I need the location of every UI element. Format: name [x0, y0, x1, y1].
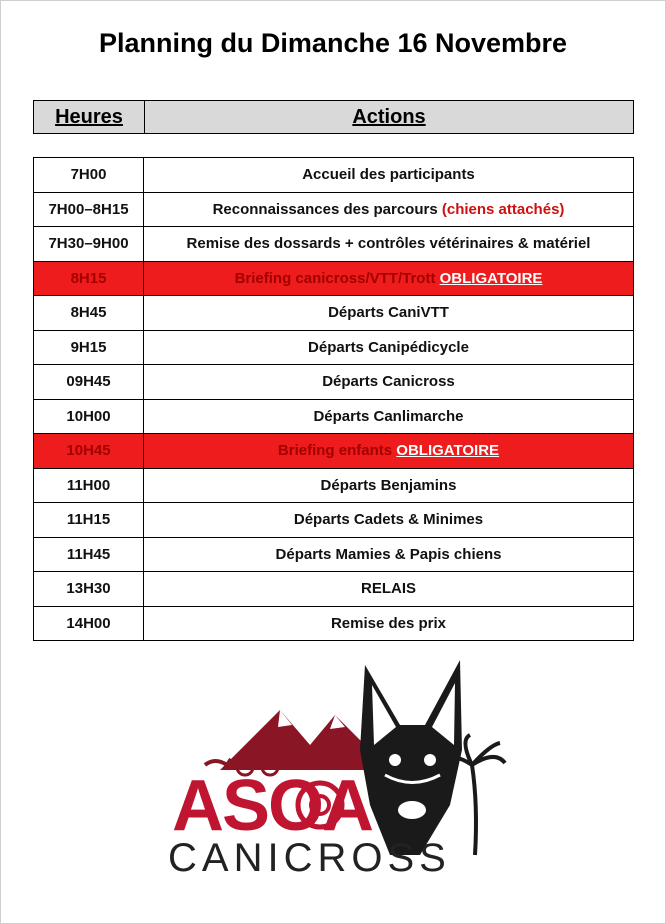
time-cell: 10H45 [34, 434, 144, 469]
action-cell [144, 537, 634, 572]
action-cell [144, 399, 634, 434]
time-cell: 7H00–8H15 [34, 192, 144, 227]
schedule-table [33, 157, 634, 641]
action-cell [144, 158, 634, 193]
table-header [33, 100, 634, 134]
action-text: Remise des prix [330, 614, 447, 632]
mandatory-tag: OBLIGATOIRE [439, 269, 543, 287]
action-cell [144, 468, 634, 503]
time-cell: 14H00 [34, 606, 144, 641]
table-row [34, 330, 634, 365]
time-cell: 8H15 [34, 261, 144, 296]
action-cell [144, 503, 634, 538]
time-cell: 10H00 [34, 399, 144, 434]
table-row [34, 261, 634, 296]
table-row [34, 434, 634, 469]
table-row [34, 192, 634, 227]
action-cell [144, 606, 634, 641]
action-text: Remise des dossards + contrôles vétérinaires & matériel [186, 235, 591, 253]
time-cell: 8H45 [34, 296, 144, 331]
action-cell [144, 296, 634, 331]
action-text: Départs CaniVTT [328, 304, 449, 322]
action-cell [144, 572, 634, 607]
action-cell [144, 192, 634, 227]
action-text: Reconnaissances des parcours [212, 200, 438, 218]
logo-subtitle: CANICROSS [168, 836, 451, 880]
time-cell: 7H00 [34, 158, 144, 193]
action-cell [144, 227, 634, 262]
action-text: Départs Mamies & Papis chiens [275, 545, 502, 563]
action-text: Briefing canicross/VTT/Trott [234, 269, 436, 287]
table-row [34, 365, 634, 400]
time-cell: 11H45 [34, 537, 144, 572]
action-cell [144, 434, 634, 469]
action-text: Accueil des participants [302, 166, 475, 184]
action-text: Départs Canlimarche [313, 407, 464, 425]
logo-name: ASOA [172, 766, 373, 846]
mandatory-tag: OBLIGATOIRE [396, 442, 500, 460]
table-row [34, 503, 634, 538]
action-note: (chiens attachés) [441, 200, 565, 218]
action-cell [144, 365, 634, 400]
time-cell: 11H15 [34, 503, 144, 538]
table-row [34, 606, 634, 641]
table-row [34, 537, 634, 572]
table-row [34, 296, 634, 331]
page-title: Planning du Dimanche 16 Novembre [98, 28, 568, 58]
time-cell: 11H00 [34, 468, 144, 503]
time-cell: 7H30–9H00 [34, 227, 144, 262]
action-text: Départs Cadets & Minimes [293, 511, 484, 529]
table-row [34, 158, 634, 193]
time-cell: 13H30 [34, 572, 144, 607]
action-text: RELAIS [360, 580, 416, 598]
action-text: Briefing enfants [277, 442, 393, 460]
table-row [34, 572, 634, 607]
header-heures: Heures [34, 101, 145, 133]
action-text: Départs Benjamins [320, 476, 457, 494]
table-row [34, 399, 634, 434]
action-cell [144, 261, 634, 296]
action-cell [144, 330, 634, 365]
action-text: Départs Canipédicycle [308, 338, 469, 356]
table-row [34, 227, 634, 262]
time-cell: 9H15 [34, 330, 144, 365]
time-cell: 09H45 [34, 365, 144, 400]
table-row [34, 468, 634, 503]
header-actions: Actions [352, 105, 426, 128]
action-text: Départs Canicross [322, 373, 455, 391]
